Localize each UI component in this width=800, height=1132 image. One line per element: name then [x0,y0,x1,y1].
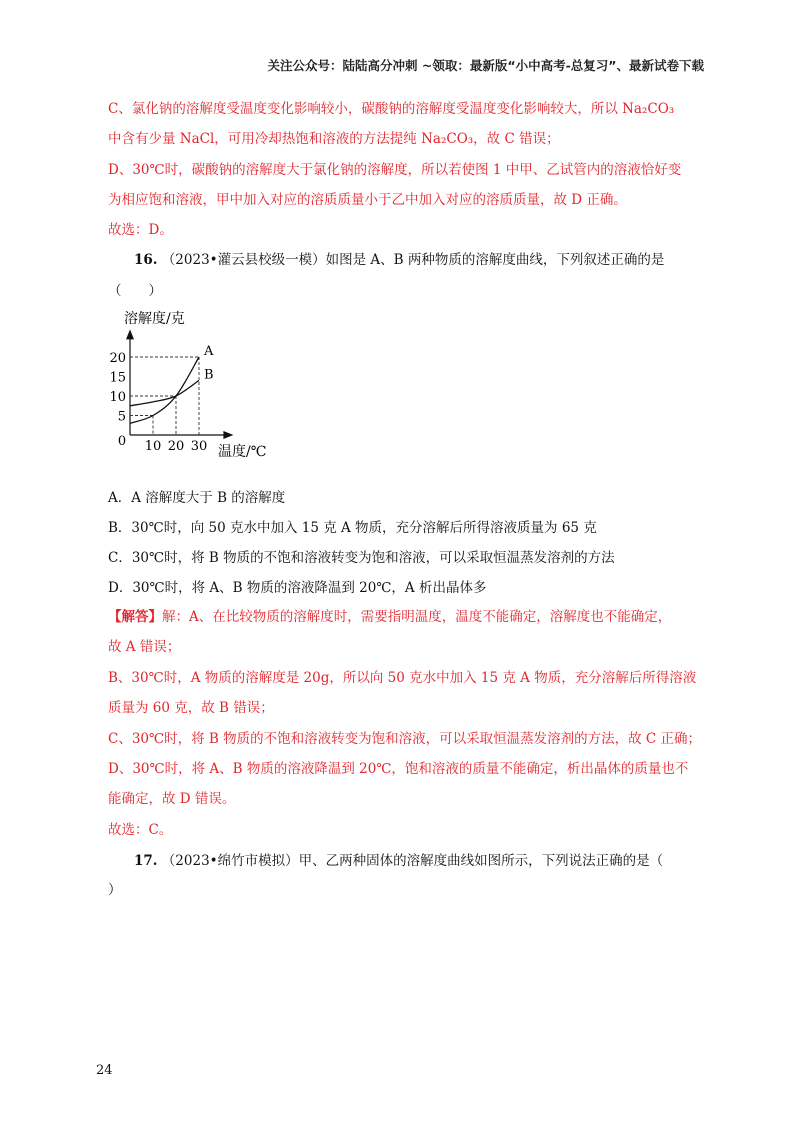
q17-stem-line [134,851,663,871]
solution-tag: 【解答】 [108,609,162,625]
solution-a-text: 解：A、在比较物质的溶解度时，需要指明温度，温度不能确定，溶解度也不能确定， [162,609,672,625]
y-tick-label: 15 [109,370,126,386]
chart-xlabel: 温度/℃ [218,444,267,460]
q17-close: ） [108,882,122,898]
prev-solution-d-line2: 为相应饱和溶液，甲中加入对应的溶质质量小于乙中加入对应的溶质质量，故 D 正确。 [108,192,627,208]
prev-solution-c-line1: C、氯化钠的溶解度受温度变化影响较小，碳酸钠的溶解度受温度变化影响较大，所以 Na₂CO₃ [108,101,675,117]
series-a-label: A [204,344,214,359]
q16-option-b: B．30℃时，向 50 克水中加入 15 克 A 物质，充分溶解后所得溶液质量为 65 克 [108,520,597,536]
y-axis-arrow [126,329,134,339]
x-tick-label: 30 [190,439,208,454]
q16-solution-b-line1: B、30℃时，A 物质的溶解度是 20g，所以向 50 克水中加入 15 克 A 物质，充分溶解后所得溶液 [108,670,697,686]
q17-stem: （2023•绵竹市模拟）甲、乙两种固体的溶解度曲线如图所示，下列说法正确的是（ [161,853,664,869]
q16-blank: （ ） [108,283,162,299]
q16-option-a: A．A 溶解度大于 B 的溶解度 [108,490,286,506]
q16-stem-line [134,250,664,270]
q16-number: 16. [134,252,158,268]
x-tick-label: 10 [144,439,162,454]
solubility-chart [108,304,308,464]
q16-solution-d-line2: 能确定，故 D 错误。 [108,791,236,807]
q16-solution-a-line2: 故 A 错误； [108,639,181,655]
page-number: 24 [96,1063,113,1078]
prev-solution-answer: 故选：D。 [108,222,173,238]
chart-ylabel: 溶解度/克 [124,311,185,327]
q16-option-c: C．30℃时，将 B 物质的不饱和溶液转变为饱和溶液，可以采取恒温蒸发溶剂的方法 [108,550,615,566]
q16-solution-answer: 故选：C。 [108,822,173,838]
q16-solution-c-line1: C、30℃时，将 B 物质的不饱和溶液转变为饱和溶液，可以采取恒温蒸发溶剂的方法，故 C 正确； [108,731,702,747]
series-a-curve [130,357,199,423]
q16-stem: （2023•灌云县校级一模）如图是 A、B 两种物质的溶解度曲线，下列叙述正确的是 [161,252,665,268]
x-tick-label: 20 [167,439,185,454]
series-b-label: B [204,367,214,383]
q17-number: 17. [134,853,158,869]
q16-solution-b-line2: 质量为 60 克，故 B 错误； [108,700,274,716]
prev-solution-c-line2: 中含有少量 NaCl，可用冷却热饱和溶液的方法提纯 Na₂CO₃，故 C 错误； [108,131,560,147]
y-tick-label: 20 [109,351,126,366]
y-tick-label: 5 [117,409,126,425]
q16-option-d: D．30℃时，将 A、B 物质的溶液降温到 20℃，A 析出晶体多 [108,580,487,596]
q16-solution-a-line1 [108,607,671,627]
x-axis-arrow [223,431,233,439]
y-tick-label: 10 [109,390,126,405]
chart-origin-label: 0 [117,434,127,449]
q16-solution-d-line1: D、30℃时，将 A、B 物质的溶液降温到 20℃，饱和溶液的质量不能确定，析出晶体的质量也不 [108,761,689,777]
prev-solution-d-line1: D、30℃时，碳酸钠的溶解度大于氯化钠的溶解度，所以若使图 1 中甲、乙试管内的溶液恰好变 [108,162,682,178]
series-b-curve [130,380,199,405]
page-header: 关注公众号：陆陆高分冲刺 ~领取：最新版“小中高考-总复习”、最新试卷下载 [267,58,704,73]
